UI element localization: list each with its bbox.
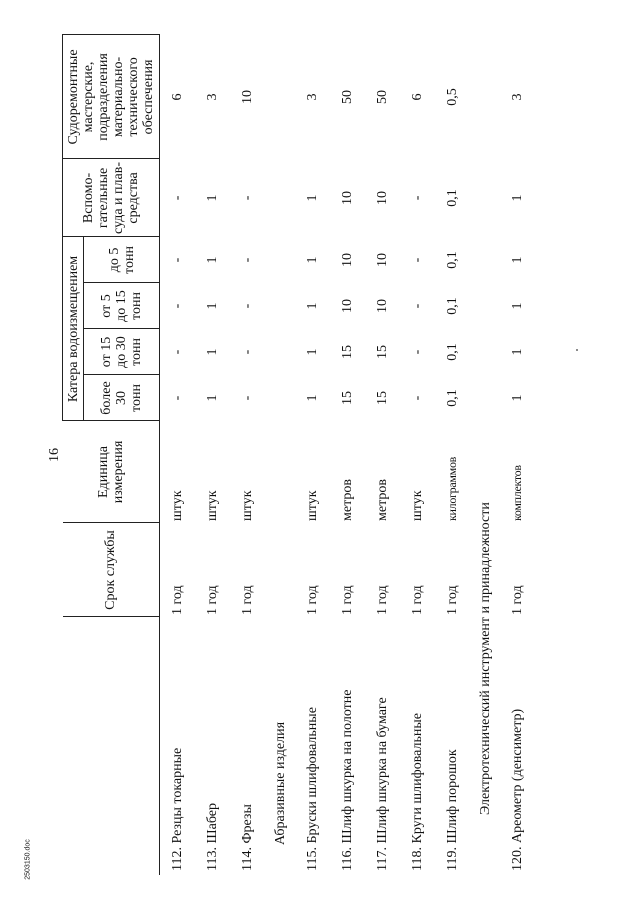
row-unit: метров [340,479,355,521]
row-value: 1 [305,256,320,264]
row-value: 3 [205,93,220,101]
row-value: 10 [340,190,355,205]
table-row [435,35,470,875]
row-term: 1 год [340,585,355,615]
row-value: 1 [510,394,525,402]
row-value: 10 [375,190,390,205]
row-unit: комплектов [510,465,524,521]
header-boats-15-30: от 15 до 30 тонн [84,329,160,375]
row-value: 0,1 [445,297,460,315]
row-value: 15 [375,391,390,405]
row-value: - [410,349,425,355]
row-name: 113. Шабер [205,803,220,871]
row-value: 0,5 [445,88,460,106]
row-value: - [240,257,255,263]
row-value: 0,1 [445,343,460,361]
row-value: 0,1 [445,251,460,269]
header-boats-group: Катера водоизмещением [63,237,84,421]
header-term: Срок службы [63,523,160,617]
header-name [63,617,160,875]
table-row [230,35,265,875]
row-value: 10 [340,299,355,313]
row-term: 1 год [240,585,255,615]
row-name: 115. Бруски шлифовальные [305,707,320,871]
row-value: 1 [205,302,220,310]
row-name: 119. Шлиф порошок [445,749,460,871]
section-heading: Абразивные изделия [272,721,288,845]
row-value: - [240,195,255,201]
row-value: 15 [340,345,355,359]
row-value: 3 [305,93,320,101]
table-row [295,35,330,875]
header-aux-vessels: Вспомо-гательные суда и плав-средства [63,159,160,237]
row-name: 114. Фрезы [240,804,255,871]
row-value: 1 [305,194,320,202]
row-value: 1 [205,394,220,402]
row-unit: метров [375,479,390,521]
row-value: - [240,349,255,355]
row-term: 1 год [510,585,525,615]
row-value: - [240,303,255,309]
row-value: 10 [340,252,355,267]
row-value: 0,1 [445,389,460,407]
row-value: - [240,395,255,401]
row-value: 6 [170,93,185,101]
table-row [365,35,400,875]
row-name: 117. Шлиф шкурка на бумаге [375,697,390,871]
row-value: - [170,257,185,263]
row-unit: штук [170,490,185,521]
row-value: 1 [305,394,320,402]
row-value: 3 [510,93,525,101]
header-boats-5-15: от 5 до 15 тонн [84,283,160,329]
row-value: 10 [240,89,255,104]
row-unit: штук [240,490,255,521]
row-term: 1 год [170,585,185,615]
table-row [160,35,196,875]
row-name: 120. Ареометр (денсиметр) [510,708,525,871]
row-value: - [410,303,425,309]
row-value: 15 [375,345,390,359]
header-repair-shops: Судоремонтные мастерские, подразделения материально-технического обеспечения [63,35,160,159]
section-row [265,35,295,875]
row-unit: штук [205,490,220,521]
row-value: 10 [375,252,390,267]
table-row [400,35,435,875]
row-value: 1 [205,348,220,356]
row-name: 112. Резцы токарные [170,747,185,871]
table-row [195,35,230,875]
row-value: 1 [510,256,525,264]
row-value: - [410,257,425,263]
supply-norms-table [62,35,592,875]
row-term: 1 год [445,585,460,615]
row-name: 118. Круги шлифовальные [410,713,425,871]
norms-table [62,34,535,875]
row-value: - [170,349,185,355]
section-row [470,35,500,875]
row-term: 1 год [205,585,220,615]
header-unit: Единица измерения [63,421,160,523]
row-value: 1 [510,194,525,202]
document-footer: 2503150.doc [24,839,32,880]
row-value: 6 [410,93,425,101]
row-value: - [410,195,425,201]
row-name: 116. Шлиф шкурка на полотне [340,689,355,871]
row-value: 0,1 [445,189,460,207]
header-boats-under-5: до 5 тонн [84,237,160,283]
row-value: 50 [375,89,390,104]
table-row [500,35,535,875]
row-value: - [170,303,185,309]
row-value: 1 [305,348,320,356]
row-unit: штук [410,490,425,521]
row-term: 1 год [375,585,390,615]
table-row [330,35,365,875]
row-value: 1 [305,302,320,310]
row-value: 15 [340,391,355,405]
section-heading: Электротехнический инструмент и принадлежности [477,502,493,815]
row-value: 1 [205,256,220,264]
header-boats-over-30: более 30 тонн [84,375,160,421]
row-value: 1 [510,302,525,310]
row-value: 1 [205,194,220,202]
row-value: - [170,395,185,401]
row-value: - [410,395,425,401]
row-term: 1 год [410,585,425,615]
row-term: 1 год [305,585,320,615]
row-value: 1 [510,348,525,356]
row-value: 10 [375,299,390,313]
row-value: - [170,195,185,201]
page-number: 16 [47,448,62,462]
row-value: 50 [340,89,355,104]
row-unit: килограммов [445,456,459,521]
row-unit: штук [305,490,320,521]
